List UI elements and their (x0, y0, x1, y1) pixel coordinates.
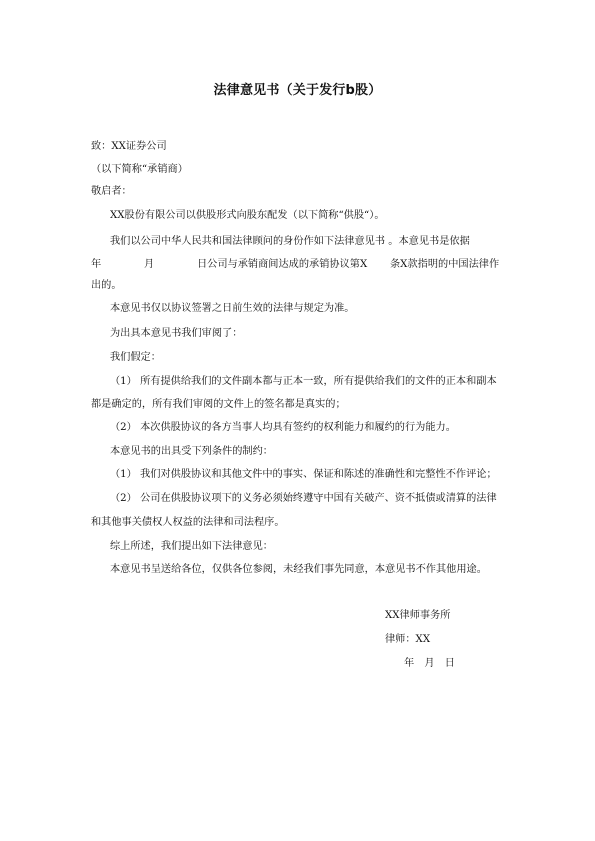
addressee-alias: （以下简称“承销商） (91, 164, 188, 175)
assumption-1-line-2: 都是确定的，所有我们审阅的文件上的签名都是真实的； (91, 399, 346, 410)
paragraph-2-month: 月 (144, 259, 155, 270)
document-title: 法律意见书（关于发行b股） (213, 83, 382, 98)
condition-1: （1） 我们对供股协议和其他文件中的事实、保证和陈述的准确性和完整性不作评论； (110, 469, 497, 480)
paragraph-2-tail: 条X款指明的中国法律作 (390, 259, 500, 270)
signature-date: 年 月 日 (404, 658, 455, 669)
addressee: 致：XX证券公司 (91, 141, 167, 152)
paragraph-3: 本意见书仅以协议签署之日前生效的法律与规定为准。 (110, 303, 355, 314)
assumption-2: （2） 本次供股协议的各方当事人均具有签约的权利能力和履约的行为能力。 (110, 422, 456, 433)
condition-2-line-1: （2） 公司在供股协议项下的义务必须始终遵守中国有关破产、资不抵债或清算的法律 (110, 493, 497, 504)
paragraph-usage: 本意见书呈送给各位，仅供各位参阅，未经我们事先同意，本意见书不作其他用途。 (110, 564, 487, 575)
paragraph-1: XX股份有限公司以供股形式向股东配发（以下简称“供股“）。 (110, 210, 385, 221)
greeting: 敬启者： (91, 186, 132, 197)
paragraph-5: 我们假定： (110, 352, 161, 363)
paragraph-2-year: 年 (91, 259, 102, 270)
paragraph-conditions: 本意见书的出具受下列条件的制约： (110, 446, 273, 457)
paragraph-conclusion: 综上所述，我们提出如下法律意见： (110, 541, 273, 552)
paragraph-2-line-3: 出的。 (91, 280, 122, 291)
assumption-1-line-1: （1） 所有提供给我们的文件副本都与正本一致，所有提供给我们的文件的正本和副本 (110, 376, 497, 387)
paragraph-2-line-1: 我们以公司中华人民共和国法律顾问的身份作如下法律意见书 。本意见书是依据 (110, 236, 470, 247)
paragraph-4: 为出具本意见书我们审阅了： (110, 328, 243, 339)
lawyer-name: 律师：XX (385, 634, 431, 645)
condition-2-line-2: 和其他事关债权人权益的法律和司法程序。 (91, 517, 285, 528)
law-firm-name: XX律师事务所 (385, 610, 451, 621)
paragraph-2-rest: 日公司与承销商间达成的承销协议第X (197, 259, 368, 270)
